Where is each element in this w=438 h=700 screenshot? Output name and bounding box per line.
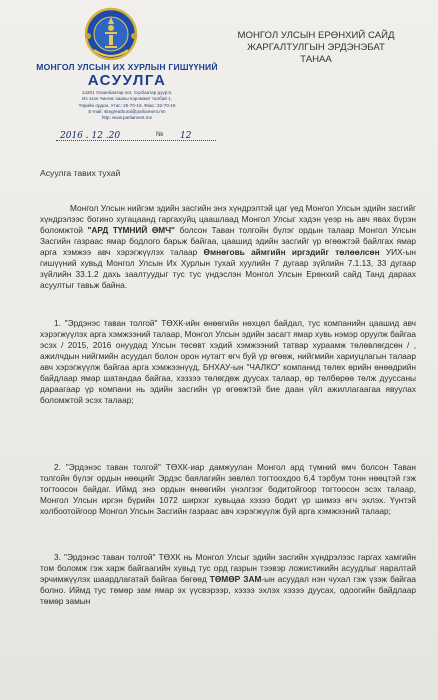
bold-text: ТӨМӨР ЗАМ	[209, 574, 262, 584]
text-run: -ын асуудал нэн чухал гэж үзэж байгаа болно. Иймд тус төмөр зам ямар эх үүсвэрээр, хэзээ эхлэх хэзээ дуусах, одоогийн байдлаар төмөр замын	[40, 574, 416, 606]
text-run: Монгол Улсын нийгэм эдийн засгийн энэ хүндрэлтэй цаг үед Монгол Улсын эдийн засгийг хүндрэлээс богино хугацаанд гаргахуйц цаашлаад Монгол Улсыг хэдэн үеэр нь авч явах бүрэн боломжтой	[40, 203, 416, 235]
text-run: болсон Таван толгойн бүлэг ордын талаар Монгол Улсын Засгийн газраас ямар бодлого барьж байгаа, цаашид эдийн засгийг үр өгөөжтэй байлгах ямар арга хэмжээ авч хэрэгжүүлэх талаар	[40, 225, 416, 257]
document-type: АСУУЛГА	[87, 72, 167, 89]
recipient-block	[236, 30, 396, 66]
date-number-line	[56, 131, 216, 145]
question-3-paragraph	[40, 552, 416, 607]
question-2-paragraph: 2. "Эрдэнэс таван толгой" ТӨХК-иар дамжуулан Монгол ард түмний өмч болсон Таван толгойн бүлэг ордын нөөцийг Эрдэс баялагийн зөвлөл тогтоохдоо 6,4 тэрбум тонн нөөцтэй гэж тогтоосон байдаг. Иймд энэ ордын өнөөгийн үнэлгээг бодитойгоор тогтоосон эсэх талаар, Монгол Улсын иргэн бүрийн 1072 ширхэг хувьцаа хэзээ бодит үр шимээ өгч эхлэх. Үүнтэй холбоотойгоор Монгол Улсын Засгийн газраас авч хэрэгжүүлж буй арга хэмжээний талаар;	[40, 462, 416, 516]
recipient-line: ЖАРГАЛТУЛГЫН ЭРДЭНЭБАТ	[247, 42, 385, 53]
recipient-line: ТАНАА	[300, 54, 332, 65]
handwritten-date: 2016 . 12 .20	[60, 131, 121, 141]
contact-line: 14201 Улаанбаатар хот, Сүхбаатар дүүрэг,	[81, 90, 173, 95]
soyombo-emblem-icon	[80, 6, 142, 64]
intro-paragraph	[40, 203, 416, 291]
contact-line: Их эзэн Чингис хааны нэрэмжит талбай 1,	[82, 96, 172, 102]
bold-text: "АРД ТҮМНИЙ ӨМЧ"	[87, 225, 175, 235]
contact-line: E-mail: sitegreathural@parliament.mn	[88, 108, 166, 114]
contact-block	[62, 90, 192, 121]
text-run: 3. "Эрдэнэс таван толгой" ТӨХК нь Монгол Улсыг эдийн засгийн хүндрэлээс гаргах хамгийн том боломж гэж харж байгаагийн хувьд тус орд газрын тээвэр ложистикийн асуудлыг яаралтай эрчимжүүлэх шаардлагатай байгаа бөгөөд	[40, 552, 416, 584]
subject-line: Асуулга тавих тухай	[40, 168, 121, 178]
number-label: №	[156, 131, 164, 138]
org-name: МОНГОЛ УЛСЫН ИХ ХУРЛЫН ГИШҮҮНИЙ	[36, 62, 218, 72]
contact-line: Төрийн ордон, Утас: 26-70-16, Факс: 32-70-16	[78, 102, 176, 108]
recipient-line: МОНГОЛ УЛСЫН ЕРӨНХИЙ САЙД	[237, 30, 395, 41]
handwritten-number: 12	[180, 131, 192, 141]
question-1-paragraph: 1. "Эрдэнэс таван толгой" ТӨХК-ийн өнөөгийн нөхцөл байдал, тус компанийн цаашид авч хэрэгжүүлэх арга хэмжээний талаар, Монгол Улсын эдийн засагт ямар хувь нэмэр оруулж байгаа эсэх / 2015, 2016 онуудад Улсын төсөвт хэдий хэмжээний татвар хураамж төлөвлөгдсөн / , ажилчдын нийгмийн асуудал болон орон нутагт өгч буй үр өгөөж, нийгмийн хариуцлагын талаар авч хэрэгжүүлж байгаа арга хэмжээнүүд, БНХАУ-ын "ЧАЛКО" компанид төлөх өрийн өнөөдрийн байдлаар ямар шатандаа байгаа, хэззээ төлөгдөж дуусах талаар, өр төлбөрөө төлж дууссаны дараагаар үр компани нь эдийн засгийн үр өгөөжтэй бие даан үйл ажиллагаагаа явуулах боломжтой эсэх талаар;	[40, 318, 416, 405]
contact-line: http: www.parliament.mn	[101, 115, 153, 121]
bold-text: Өмнөговь аймгийн иргэдийг төлөөлсөн	[203, 247, 380, 257]
text-run: УИХ-ын гишүүний хувьд Монгол Улсын Их Хурлын тухай хуулийн 7 дугаар зүйлийн 7.1.13, 33 дугаар зүйлийн 33.1.2 дахь заалтуудыг тус тус үндэслэн Монгол Улсын Ерөнхий сайд Танд дараах асуултыг тавьж байна.	[40, 247, 416, 290]
